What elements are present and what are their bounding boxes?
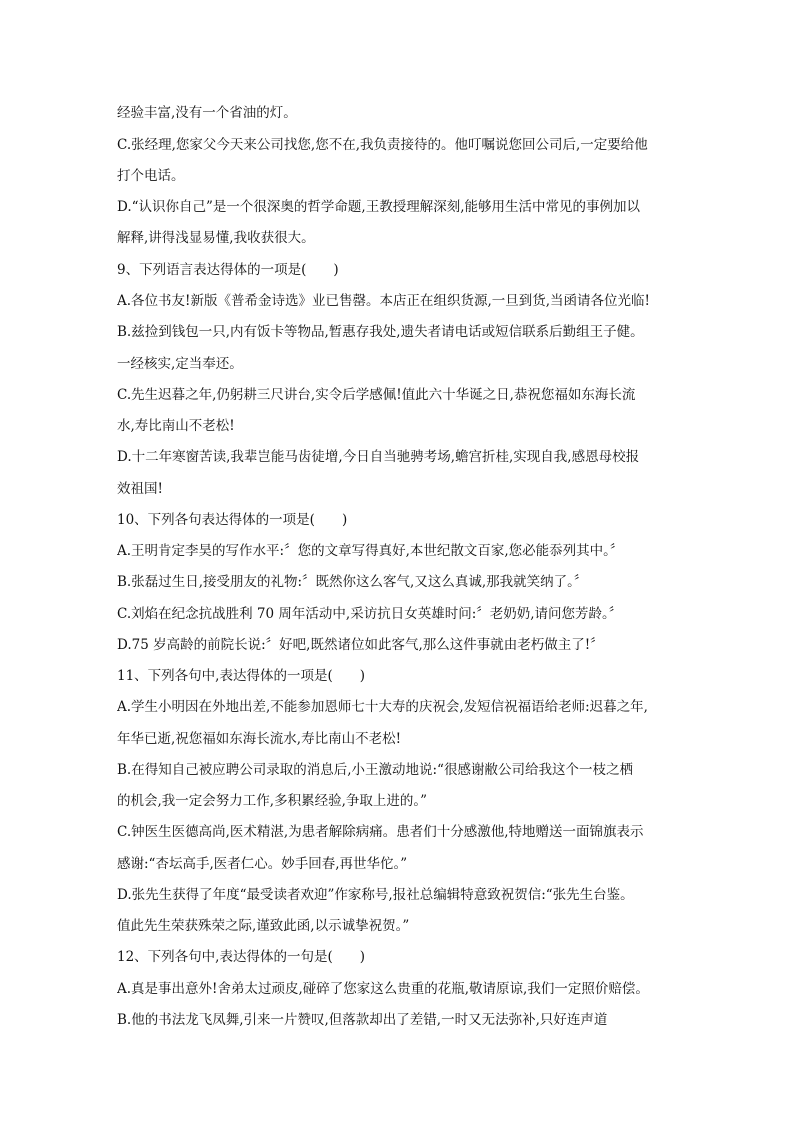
text-line: 感谢:“杏坛高手,医者仁心。妙手回春,再世华佗。” (117, 856, 408, 872)
question-heading: 9、下列语言表达得体的一项是( ) (117, 262, 339, 278)
question-heading: 12、下列各句中,表达得体的一句是( ) (117, 949, 366, 965)
text-line: C.张经理,您家父今天来公司找您,您不在,我负责接待的。他叮嘱说您回公司后,一定要给他 (117, 137, 648, 153)
question-heading: 10、下列各句表达得体的一项是( ) (117, 512, 348, 528)
text-line: B.兹捡到钱包一只,内有饭卡等物品,暂惠存我处,遗失者请电话或短信联系后勤组王子健。 (117, 324, 644, 340)
text-line: 的机会,我一定会努力工作,多积累经验,争取上进的。” (117, 793, 428, 809)
text-line: 年华已逝,祝您福如东海长流水,寿比南山不老松! (117, 731, 402, 747)
text-line: B.张磊过生日,接受朋友的礼物:〞既然你这么客气,又这么真诚,那我就笑纳了。〞 (117, 574, 588, 590)
text-line: 打个电话。 (117, 168, 185, 184)
text-line: A.各位书友!新版《普希金诗选》业已售罄。本店正在组织货源,一旦到货,当函请各位光临! (117, 293, 650, 309)
text-line: 水,寿比南山不老松! (117, 418, 235, 434)
text-line: 经验丰富,没有一个省油的灯。 (117, 105, 297, 121)
text-line: 一经核实,定当奉还。 (117, 356, 243, 372)
text-line: D.“认识你自己”是一个很深奥的哲学命题,王教授理解深刻,能够用生活中常见的事例加以 (117, 199, 641, 215)
text-line: A.王明肯定李昊的写作水平:〞您的文章写得真好,本世纪散文百家,您必能忝列其中。〞 (117, 543, 624, 559)
text-line: A.学生小明因在外地出差,不能参加恩师七十大寿的庆祝会,发短信祝福语给老师:迟暮之年, (117, 699, 648, 715)
text-line: C.刘焰在纪念抗战胜利 70 周年活动中,采访抗日女英雄时问:〞老奶奶,请问您芳龄。〞 (117, 606, 623, 622)
text-line: B.在得知自己被应聘公司录取的消息后,小王激动地说:“很感谢敝公司给我这个一枝之栖 (117, 762, 633, 778)
text-line: 效祖国! (117, 481, 163, 497)
text-line: C.先生迟暮之年,仍躬耕三尺讲台,实令后学感佩!值此六十华诞之日,恭祝您福如东海长流 (117, 387, 636, 403)
text-line: 值此先生荣获殊荣之际,谨致此函,以示诚挚祝贺。” (117, 918, 410, 934)
text-line: 解释,讲得浅显易懂,我收获很大。 (117, 230, 315, 246)
text-line: C.钟医生医德高尚,医术精湛,为患者解除病痛。患者们十分感激他,特地赠送一面锦旗表示 (117, 824, 644, 840)
question-heading: 11、下列各句中,表达得体的一项是( ) (117, 668, 366, 684)
text-line: D.十二年寒窗苦读,我辈岂能马齿徒增,今日自当驰骋考场,蟾宫折桂,实现自我,感恩母校报 (117, 449, 640, 465)
text-line: D.张先生获得了年度“最受读者欢迎”作家称号,报社总编辑特意致祝贺信:“张先生台鉴。 (117, 887, 634, 903)
text-line: B.他的书法龙飞凤舞,引来一片赞叹,但落款却出了差错,一时又无法弥补,只好连声道 (117, 1012, 608, 1028)
text-line: D.75 岁高龄的前院长说:〞好吧,既然诸位如此客气,那么这件事就由老朽做主了!〞 (117, 637, 604, 653)
text-line: A.真是事出意外!舍弟太过顽皮,碰碎了您家这么贵重的花瓶,敬请原谅,我们一定照价赔偿。 (117, 981, 649, 997)
